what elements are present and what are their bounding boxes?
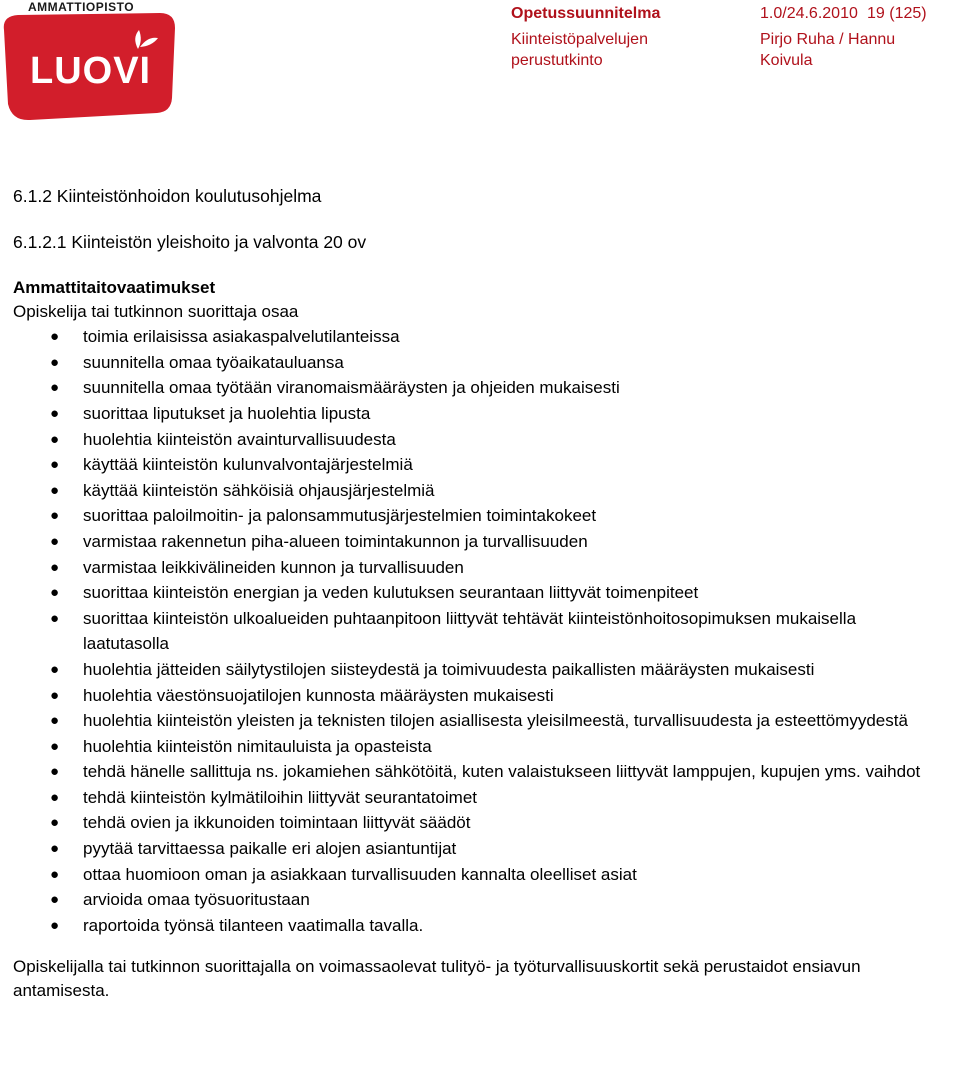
bullet-icon: ● (50, 686, 60, 704)
list-item-text: suunnitella omaa työaikatauluansa (83, 352, 344, 372)
list-item (13, 810, 943, 836)
bullet-icon: ● (50, 353, 60, 371)
list-item (13, 887, 943, 913)
list-item-text: varmistaa leikkivälineiden kunnon ja turvallisuuden (83, 557, 464, 577)
bullet-icon: ● (50, 584, 60, 602)
list-item-text: suorittaa paloilmoitin- ja palonsammutusjärjestelmien toimintakokeet (83, 506, 597, 526)
logo-top-text: AMMATTIOPISTO (28, 0, 135, 14)
bullet-icon: ● (50, 558, 60, 576)
list-item-text: raportoida työnsä tilanteen vaatimalla tavalla. (83, 915, 424, 935)
bullet-icon: ● (50, 379, 60, 397)
list-item-text: pyytää tarvittaessa paikalle eri alojen asiantuntijat (83, 839, 457, 859)
list-item-text: huolehtia kiinteistön yleisten ja teknisten tilojen asiallisesta yleisilmeestä, turvallisuudesta ja esteettömyydestä (83, 711, 908, 731)
list-item-text: käyttää kiinteistön kulunvalvontajärjestelmiä (83, 455, 413, 475)
list-item (13, 350, 943, 376)
bullet-icon: ● (50, 763, 60, 781)
document-authors: Pirjo Ruha / Hannu Koivula (760, 31, 896, 69)
bullet-icon: ● (50, 788, 60, 806)
list-item-text: suorittaa kiinteistön ulkoalueiden puhtaanpitoon liittyvät tehtävät kiinteistönhoitosopimuksen mukaisella laatutasolla (83, 608, 857, 654)
document-body (13, 184, 943, 1003)
list-item-text: suunnitella omaa työtään viranomaismääräysten ja ohjeiden mukaisesti (83, 378, 620, 398)
list-item (13, 401, 943, 427)
list-item-text: varmistaa rakennetun piha-alueen toimintakunnon ja turvallisuuden (83, 531, 588, 551)
list-item-text: tehdä hänelle sallittuja ns. jokamiehen sähkötöitä, kuten valaistukseen liittyvät lamppujen, kupujen yms. vaihdot (83, 762, 921, 782)
document-version: 1.0/24.6.2010 (760, 5, 858, 22)
list-item (13, 785, 943, 811)
list-item (13, 759, 943, 785)
list-item (13, 427, 943, 453)
bullet-icon: ● (50, 404, 60, 422)
bullet-icon: ● (50, 916, 60, 934)
bullet-icon: ● (50, 328, 60, 346)
list-item (13, 503, 943, 529)
list-item (13, 529, 943, 555)
list-item (13, 657, 943, 683)
document-title: Opetussuunnitelma (511, 5, 661, 22)
list-item (13, 708, 943, 734)
list-item (13, 683, 943, 709)
logo-brand-text: LUOVI (30, 50, 152, 92)
list-item (13, 734, 943, 760)
list-item-text: huolehtia kiinteistön nimitauluista ja opasteista (83, 736, 432, 756)
bullet-icon: ● (50, 712, 60, 730)
list-item (13, 862, 943, 888)
list-item (13, 606, 943, 657)
bullet-icon: ● (50, 481, 60, 499)
list-item-text: tehdä kiinteistön kylmätiloihin liittyvät seurantatoimet (83, 787, 478, 807)
list-item-text: arvioida omaa työsuoritustaan (83, 890, 310, 910)
bullet-icon: ● (50, 430, 60, 448)
document-subtitle: Kiinteistöpalvelujen perustutkinto (511, 31, 648, 69)
bullet-icon: ● (50, 814, 60, 832)
bullet-icon: ● (50, 660, 60, 678)
section-heading: 6.1.2 Kiinteistönhoidon koulutusohjelma (13, 186, 322, 206)
bullet-icon: ● (50, 737, 60, 755)
list-item (13, 478, 943, 504)
list-item (13, 580, 943, 606)
bullet-icon: ● (50, 456, 60, 474)
requirements-heading: Ammattitaitovaatimukset (13, 278, 216, 298)
bullet-icon: ● (50, 865, 60, 883)
bullet-icon: ● (50, 507, 60, 525)
page-number: 19 (125) (867, 5, 927, 22)
subsection-heading: 6.1.2.1 Kiinteistön yleishoito ja valvonta 20 ov (13, 231, 367, 252)
luovi-logo-badge (0, 0, 180, 125)
list-item-text: käyttää kiinteistön sähköisiä ohjausjärjestelmiä (83, 480, 435, 500)
list-item-text: huolehtia jätteiden säilytystilojen siisteydestä ja toimivuudesta paikallisten määräysten mukaisesti (83, 659, 815, 679)
requirements-intro: Opiskelija tai tutkinnon suorittaja osaa (13, 302, 299, 322)
list-item-text: suorittaa liputukset ja huolehtia lipusta (83, 403, 371, 423)
list-item (13, 913, 943, 939)
list-item (13, 555, 943, 581)
list-item-text: suorittaa kiinteistön energian ja veden kulutuksen seurantaan liittyvät toimenpiteet (83, 583, 699, 603)
list-item-text: huolehtia väestönsuojatilojen kunnosta määräysten mukaisesti (83, 685, 554, 705)
list-item-text: toimia erilaisissa asiakaspalvelutilanteissa (83, 327, 400, 347)
list-item-text: huolehtia kiinteistön avainturvallisuudesta (83, 429, 396, 449)
luovi-logo (0, 0, 180, 125)
footer-note: Opiskelijalla tai tutkinnon suorittajalla on voimassaolevat tulityö- ja työturvallisuuskortit sekä perustaidot ensiavun antamisesta. (13, 957, 861, 1001)
list-item (13, 452, 943, 478)
bullet-icon: ● (50, 532, 60, 550)
bullet-icon: ● (50, 609, 60, 627)
list-item (13, 324, 943, 350)
bullet-icon: ● (50, 840, 60, 858)
skills-list (13, 324, 943, 938)
list-item-text: tehdä ovien ja ikkunoiden toimintaan liittyvät säädöt (83, 813, 471, 833)
bullet-icon: ● (50, 891, 60, 909)
list-item-text: ottaa huomioon oman ja asiakkaan turvallisuuden kannalta oleelliset asiat (83, 864, 637, 884)
list-item (13, 375, 943, 401)
list-item (13, 836, 943, 862)
